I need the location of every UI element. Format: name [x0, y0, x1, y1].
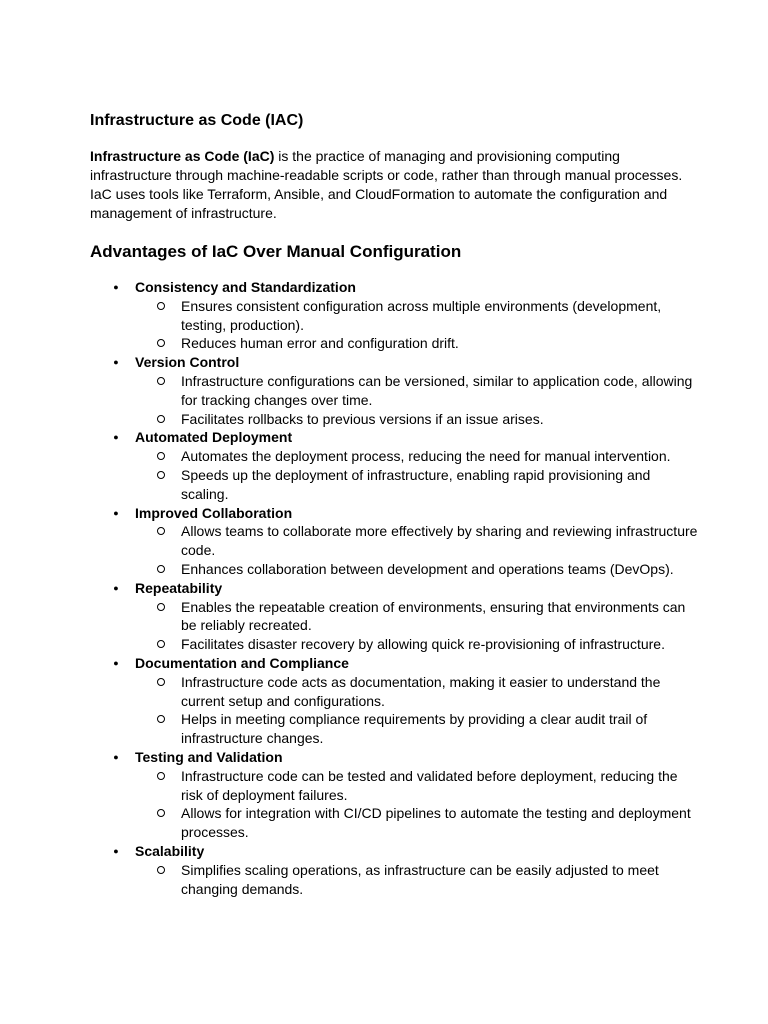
hollow-bullet-icon — [157, 302, 165, 310]
advantage-title: Consistency and Standardization — [135, 279, 356, 295]
advantage-points — [135, 767, 700, 842]
advantage-title: Repeatability — [135, 579, 223, 596]
hollow-bullet-icon — [157, 452, 165, 460]
hollow-bullet-icon — [157, 377, 165, 385]
advantage-point-text: Enables the repeatable creation of environments, ensuring that environments can be reliably recreated. — [181, 598, 686, 634]
intro-term: Infrastructure as Code (IaC) — [90, 148, 275, 164]
advantage-point-text: Reduces human error and configuration drift. — [181, 335, 459, 352]
advantage-title: Version Control — [135, 354, 240, 371]
intro-paragraph — [90, 147, 690, 223]
advantage-points — [135, 447, 700, 503]
page-title: Infrastructure as Code (IAC) — [90, 112, 304, 129]
hollow-bullet-icon — [157, 715, 165, 723]
hollow-bullet-icon — [157, 640, 165, 648]
advantage-point — [135, 560, 700, 579]
advantage-point-text: Facilitates disaster recovery by allowing quick re-provisioning of infrastructure. — [181, 636, 665, 653]
bullet-icon: ● — [113, 845, 119, 856]
advantage-point-text: Infrastructure code acts as documentation, making it easier to understand the current setup and configurations. — [181, 673, 661, 709]
advantage-point-text: Facilitates rollbacks to previous versions if an issue arises. — [181, 410, 544, 427]
advantage-points — [135, 598, 700, 654]
advantage-point-text: Allows for integration with CI/CD pipelines to automate the testing and deployment processes. — [181, 805, 691, 841]
advantage-item — [90, 654, 700, 748]
advantage-point — [135, 447, 700, 466]
advantage-title: Documentation and Compliance — [135, 654, 349, 671]
bullet-icon: ● — [113, 282, 119, 292]
hollow-bullet-icon — [157, 603, 165, 611]
advantage-title: Improved Collaboration — [135, 504, 293, 521]
hollow-bullet-icon — [157, 471, 165, 479]
advantage-title: Scalability — [135, 842, 205, 859]
advantage-point — [135, 522, 700, 560]
advantage-point-text: Speeds up the deployment of infrastructure, enabling rapid provisioning and scaling. — [181, 466, 651, 502]
advantage-item — [90, 428, 700, 503]
advantage-item — [90, 579, 700, 654]
advantage-point-text: Infrastructure code can be tested and validated before deployment, reducing the risk of deployment failures. — [181, 767, 678, 803]
bullet-icon: ● — [113, 507, 119, 518]
advantage-point-text: Automates the deployment process, reducing the need for manual intervention. — [181, 448, 671, 465]
advantage-points — [135, 522, 700, 578]
advantage-point — [135, 635, 700, 654]
advantage-point — [135, 598, 700, 636]
bullet-icon: ● — [113, 357, 119, 368]
advantage-point-text: Infrastructure configurations can be versioned, similar to application code, allowing for tracking changes over time. — [181, 372, 693, 408]
hollow-bullet-icon — [157, 678, 165, 686]
advantage-item — [90, 278, 700, 353]
hollow-bullet-icon — [157, 527, 165, 535]
advantage-point — [135, 767, 700, 805]
advantage-title: Automated Deployment — [135, 429, 293, 446]
advantage-item — [90, 842, 700, 898]
section-heading: Advantages of IaC Over Manual Configuration — [90, 242, 462, 261]
advantage-point-text: Enhances collaboration between development and operations teams (DevOps). — [181, 560, 674, 577]
bullet-icon: ● — [113, 751, 119, 762]
advantage-point — [135, 410, 700, 429]
advantage-item — [90, 748, 700, 842]
bullet-icon: ● — [113, 657, 119, 668]
advantage-point-text: Allows teams to collaborate more effectively by sharing and reviewing infrastructure code. — [181, 523, 698, 559]
advantage-point — [135, 372, 700, 410]
advantage-point — [135, 297, 700, 335]
advantage-point-text: Simplifies scaling operations, as infrastructure can be easily adjusted to meet changing demands. — [181, 861, 659, 897]
advantage-point — [135, 710, 700, 748]
advantage-title: Testing and Validation — [135, 748, 283, 765]
advantage-point-text: Ensures consistent configuration across multiple environments (development, testing, production). — [181, 297, 662, 333]
advantage-point — [135, 466, 700, 504]
hollow-bullet-icon — [157, 772, 165, 780]
advantage-point-text: Helps in meeting compliance requirements by providing a clear audit trail of infrastructure changes. — [181, 711, 648, 747]
hollow-bullet-icon — [157, 415, 165, 423]
hollow-bullet-icon — [157, 339, 165, 347]
bullet-icon: ● — [113, 582, 119, 593]
advantage-item — [90, 353, 700, 428]
advantage-item — [90, 504, 700, 579]
advantages-list — [90, 278, 700, 898]
advantage-points — [135, 861, 700, 899]
advantage-point — [135, 804, 700, 842]
hollow-bullet-icon — [157, 809, 165, 817]
intro-text: is the practice of managing and provisioning computing infrastructure through machine-readable scripts or code, rather than through manual processes. IaC uses tools like Terraform, Ansible, and CloudFormation to automate the configuration and management of infrastructure. — [90, 148, 683, 221]
advantage-points — [135, 297, 700, 353]
advantage-point — [135, 861, 700, 899]
hollow-bullet-icon — [157, 565, 165, 573]
bullet-icon: ● — [113, 432, 119, 443]
advantage-points — [135, 372, 700, 428]
advantage-point — [135, 673, 700, 711]
hollow-bullet-icon — [157, 866, 165, 874]
advantage-point — [135, 334, 700, 353]
advantage-points — [135, 673, 700, 748]
